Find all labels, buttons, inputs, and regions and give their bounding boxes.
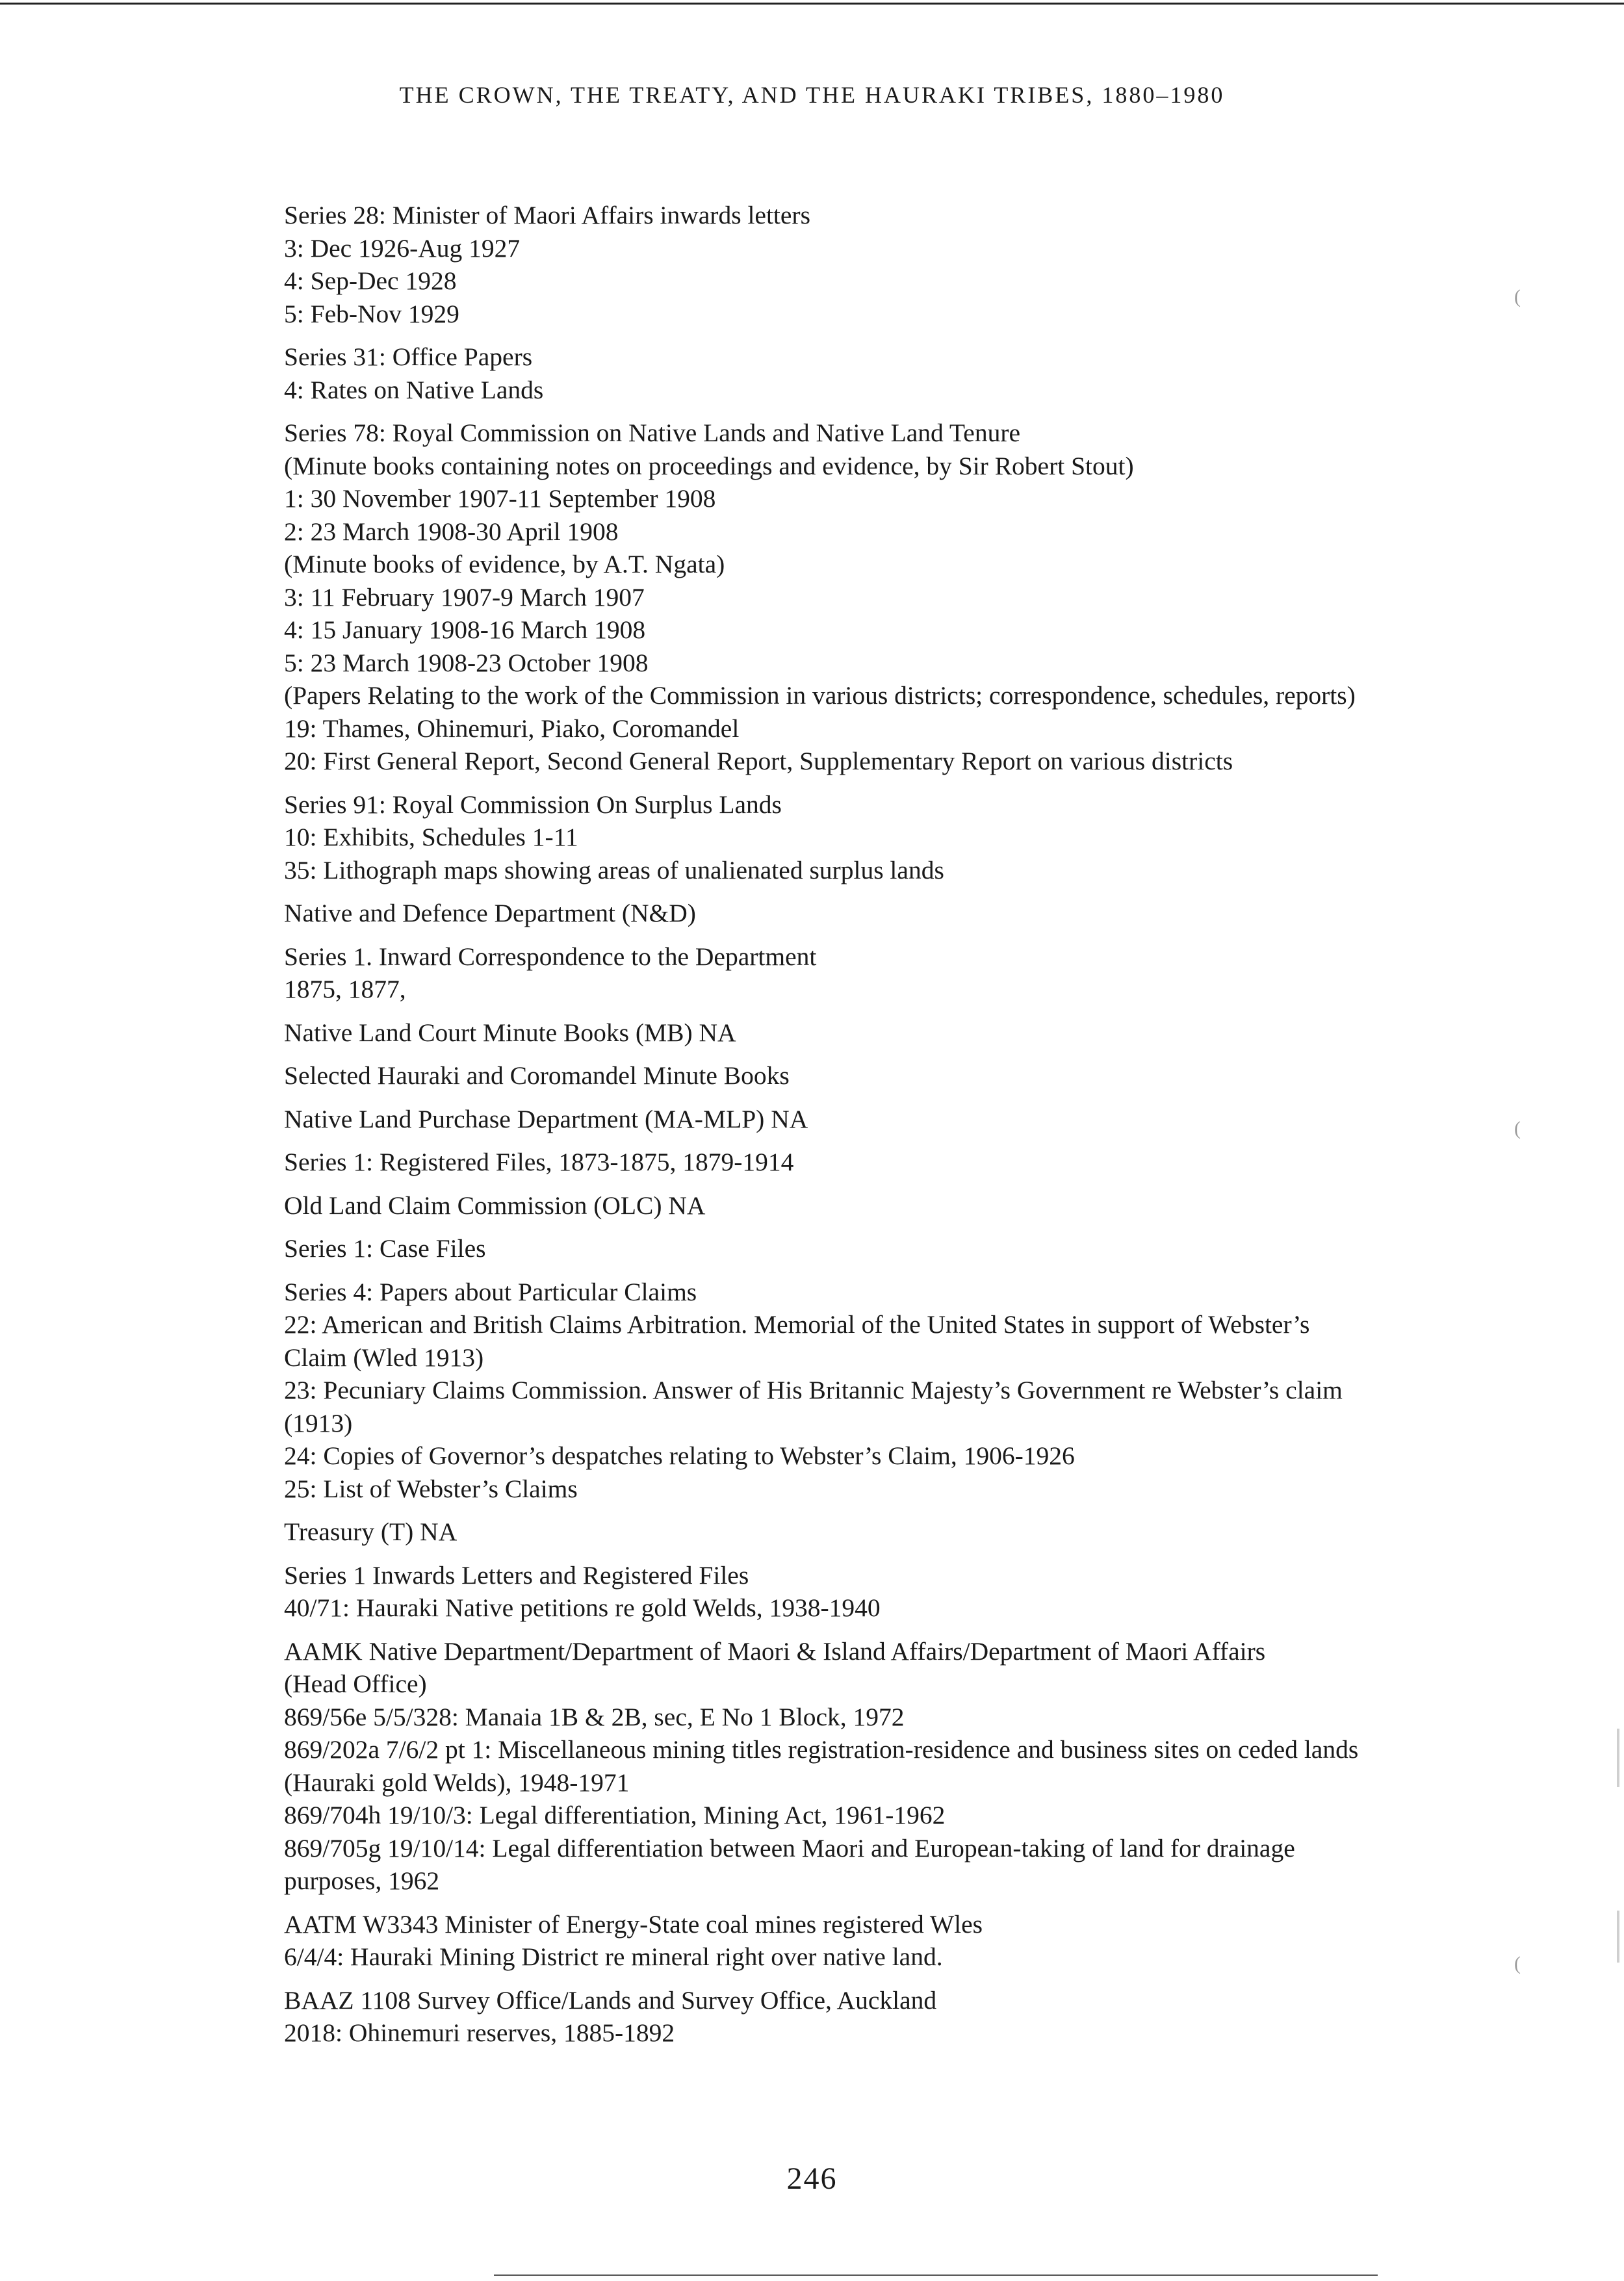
entry-group [284, 1515, 1460, 1549]
entry-line: Series 78: Royal Commission on Native Lands and Native Land Tenure [284, 419, 1021, 447]
entry-line: Claim (Wled 1913) [284, 1343, 484, 1372]
entry-line: Native Land Purchase Department (MA-MLP) NA [284, 1104, 808, 1133]
entry-line: 1875, 1877, [284, 975, 406, 1003]
entry-line: Native Land Court Minute Books (MB) NA [284, 1018, 736, 1047]
page-body [284, 199, 1460, 2060]
binding-mark: ( [1514, 286, 1521, 307]
entry-line: 1: 30 November 1907-11 September 1908 [284, 484, 716, 513]
entry-group [284, 1635, 1460, 1898]
entry-line: (Hauraki gold Welds), 1948-1971 [284, 1768, 630, 1797]
scan-edge-mark [1617, 1729, 1619, 1787]
entry-line: 4: 15 January 1908-16 March 1908 [284, 615, 646, 644]
entry-line: Series 4: Papers about Particular Claims [284, 1277, 697, 1306]
entry-group [284, 940, 1460, 1006]
entry-line: (Head Office) [284, 1669, 427, 1698]
entry-line: 4: Sep-Dec 1928 [284, 266, 457, 295]
binding-mark: ( [1514, 1118, 1521, 1139]
entry-group [284, 1232, 1460, 1265]
page-number: 246 [786, 2161, 838, 2196]
entry-line: 10: Exhibits, Schedules 1-11 [284, 823, 578, 851]
entry-line: 23: Pecuniary Claims Commission. Answer of His Britannic Majesty’s Government re Webster’s claim [284, 1376, 1343, 1404]
entry-line: (Minute books of evidence, by A.T. Ngata) [284, 550, 725, 578]
entry-group [284, 1146, 1460, 1179]
entry-line: 869/704h 19/10/3: Legal differentiation, Mining Act, 1961-1962 [284, 1801, 946, 1829]
entry-line: 869/705g 19/10/14: Legal differentiation between Maori and European-taking of land for drainage [284, 1833, 1295, 1862]
binding-mark: ( [1514, 1953, 1521, 1974]
entry-line: Series 91: Royal Commission On Surplus Lands [284, 790, 782, 819]
entry-group [284, 897, 1460, 930]
entry-line: 19: Thames, Ohinemuri, Piako, Coromandel [284, 714, 740, 743]
entry-line: AAMK Native Department/Department of Maori & Island Affairs/Department of Maori Affairs [284, 1636, 1266, 1666]
entry-group [284, 1189, 1460, 1222]
entry-line: Old Land Claim Commission (OLC) NA [284, 1191, 706, 1220]
entry-group [284, 341, 1460, 406]
entry-line: Series 1: Registered Files, 1873-1875, 1879-1914 [284, 1148, 794, 1176]
entry-line: 869/202a 7/6/2 pt 1: Miscellaneous mining titles registration-residence and business sites on ceded lands [284, 1735, 1359, 1764]
entry-group [284, 1908, 1460, 1974]
entry-line: 5: 23 March 1908-23 October 1908 [284, 648, 649, 677]
entry-line: 2018: Ohinemuri reserves, 1885-1892 [284, 2018, 675, 2047]
entry-line: 35: Lithograph maps showing areas of unalienated surplus lands [284, 855, 944, 884]
entry-line: Series 1 Inwards Letters and Registered Files [284, 1560, 749, 1590]
entry-group [284, 1276, 1460, 1506]
entry-group [284, 417, 1460, 778]
entry-line: 3: Dec 1926-Aug 1927 [284, 233, 521, 263]
entry-group [284, 1559, 1460, 1625]
entry-line: purposes, 1962 [284, 1866, 440, 1895]
entry-line: 5: Feb-Nov 1929 [284, 299, 459, 328]
entry-line: Native and Defence Department (N&D) [284, 899, 696, 927]
entry-line: 3: 11 February 1907-9 March 1907 [284, 582, 645, 612]
entry-line: (Papers Relating to the work of the Commission in various districts; correspondence, schedules, reports) [284, 681, 1356, 710]
entry-group [284, 788, 1460, 887]
entry-group [284, 199, 1460, 330]
entry-line: 2: 23 March 1908-30 April 1908 [284, 517, 619, 546]
entry-line: 24: Copies of Governor’s despatches relating to Webster’s Claim, 1906-1926 [284, 1441, 1075, 1470]
entry-line: 869/56e 5/5/328: Manaia 1B & 2B, sec, E No 1 Block, 1972 [284, 1702, 905, 1731]
scan-edge-mark [1617, 1911, 1619, 1963]
entry-line: Selected Hauraki and Coromandel Minute Books [284, 1061, 790, 1090]
entry-group [284, 1103, 1460, 1136]
entry-line: Treasury (T) NA [284, 1517, 458, 1546]
entry-line: 4: Rates on Native Lands [284, 375, 544, 404]
entry-line: BAAZ 1108 Survey Office/Lands and Survey Office, Auckland [284, 1985, 937, 2015]
top-rule [0, 3, 1624, 5]
entry-line: 20: First General Report, Second General Report, Supplementary Report on various districts [284, 747, 1233, 775]
entry-line: 22: American and British Claims Arbitration. Memorial of the United States in support of Webster’s [284, 1310, 1310, 1339]
bottom-rule [494, 2275, 1378, 2276]
running-head: THE CROWN, THE TREATY, AND THE HAURAKI TRIBES, 1880–1980 [399, 82, 1225, 108]
entry-group [284, 1984, 1460, 2050]
entry-line: Series 31: Office Papers [284, 342, 533, 371]
entry-line: Series 1: Case Files [284, 1234, 486, 1263]
entry-line: (Minute books containing notes on proceedings and evidence, by Sir Robert Stout) [284, 451, 1134, 480]
entry-group [284, 1059, 1460, 1092]
entry-line: Series 28: Minister of Maori Affairs inwards letters [284, 201, 810, 229]
entry-line: AATM W3343 Minister of Energy-State coal mines registered Wles [284, 1909, 983, 1939]
entry-group [284, 1016, 1460, 1050]
entry-line: Series 1. Inward Correspondence to the Department [284, 942, 817, 971]
entry-line: 6/4/4: Hauraki Mining District re mineral right over native land. [284, 1942, 943, 1971]
entry-line: (1913) [284, 1408, 353, 1437]
entry-line: 40/71: Hauraki Native petitions re gold Welds, 1938-1940 [284, 1593, 881, 1622]
entry-line: 25: List of Webster’s Claims [284, 1474, 578, 1503]
